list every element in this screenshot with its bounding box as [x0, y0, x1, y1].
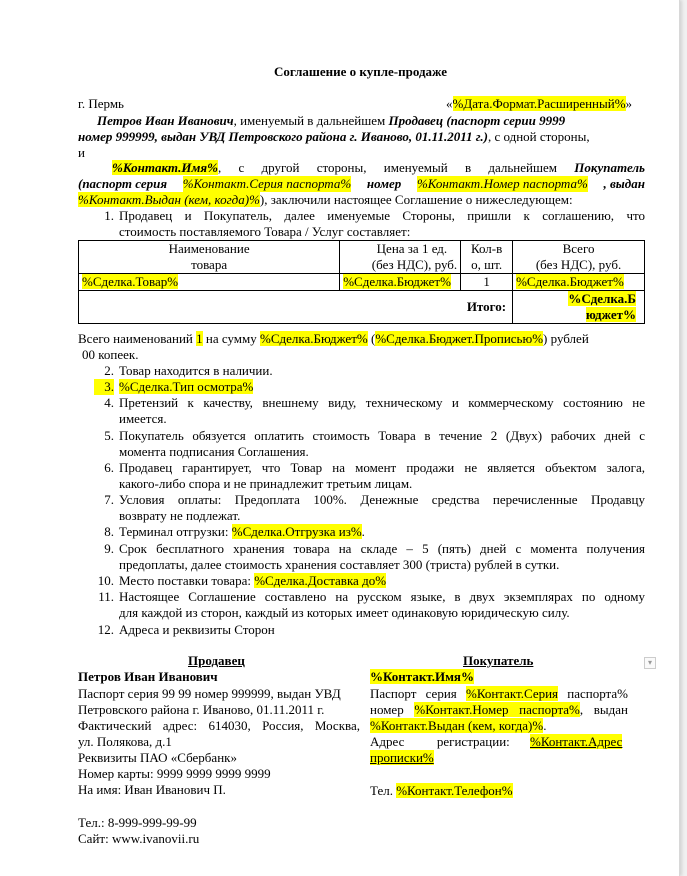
agreement-date: [446, 96, 632, 112]
buyer-issued-variable: %Контакт.Выдан (кем, когда)%: [78, 192, 260, 207]
header-name: Наименование товара: [79, 241, 340, 274]
buyer-line-2: номер %Контакт.Номер паспорта%, выдан: [370, 702, 628, 717]
item-10-text: Место поставки товара: %Сделка.Доставка до%: [119, 573, 387, 588]
summary-text-4: ) рублей: [543, 331, 589, 346]
seller-line-1: Паспорт серия 99 99 номер 999999, выдан УВД: [78, 686, 341, 701]
item-8-text: Терминал отгрузки: %Сделка.Отгрузка из%.: [119, 524, 365, 539]
city: г. Пермь: [78, 96, 124, 111]
item-10-number: 10.: [97, 573, 114, 588]
buyer-address-variable-1: %Контакт.Адрес: [530, 734, 623, 749]
cell-product: %Сделка.Товар%: [79, 274, 340, 291]
seller-heading: Продавец: [188, 653, 245, 668]
seller-line-4: ул. Полякова, д.1: [78, 734, 172, 749]
seller-line-7: На имя: Иван Иванович П.: [78, 782, 226, 797]
intro-text-3: , с другой стороны, именуемый в дальнейшем: [217, 160, 575, 175]
item-4-line-1: Претензий к качеству, внешнему виду, техническому и коммерческому состоянию не: [119, 395, 645, 410]
seller-phone: Тел.: 8-999-999-99-99: [78, 815, 197, 830]
buyer-issued-prefix: , выдан: [603, 176, 645, 191]
summary-count: 1: [196, 331, 203, 346]
summary-sum-variable: %Сделка.Бюджет%: [259, 331, 368, 346]
header-total: Всего (без НДС), руб.: [513, 241, 645, 274]
intro-text-4: ), заключили настоящее Соглашение о нижеследующем:: [259, 192, 573, 207]
total-value-cell: %Сделка.Б юджет%: [513, 291, 645, 324]
item-11-line-1: Настоящее Соглашение составлено на русском языке, в двух экземплярах по одному: [119, 589, 645, 604]
intro-text-1: , именуемый в дальнейшем: [233, 113, 389, 128]
summary-text-2: на сумму: [202, 331, 260, 346]
seller-name: Петров Иван Иванович: [97, 113, 234, 128]
cell-price: %Сделка.Бюджет%: [340, 274, 461, 291]
buyer-name-line: [370, 669, 474, 685]
goods-table: [78, 240, 645, 324]
item-12-text: Адреса и реквизиты Сторон: [119, 622, 275, 637]
item-6-line-2: какого-либо спора и не принадлежит третьим лицам.: [119, 476, 413, 491]
item-6-number: 6.: [104, 460, 114, 475]
scroll-down-icon[interactable]: ▾: [644, 657, 656, 669]
item-4-line-2: имеется.: [119, 411, 167, 426]
seller-passport-2: номер 999999, выдан УВД Петровского района г. Иваново, 01.11.2011 г.): [78, 129, 488, 144]
item-2-text: Товар находится в наличии.: [119, 363, 273, 378]
intro-line-6: [78, 192, 573, 208]
date-close-quote: »: [625, 96, 633, 111]
seller-site: Сайт: www.ivanovii.ru: [78, 831, 200, 846]
seller-requisites-name: Петров Иван Иванович: [78, 669, 218, 684]
date-variable: %Дата.Формат.Расширенный%: [452, 96, 626, 111]
seller-line-2: Петровского района г. Иваново, 01.11.2011 г.: [78, 702, 325, 717]
intro-line-4: [112, 160, 645, 176]
cell-total: %Сделка.Бюджет%: [513, 274, 645, 291]
item-11-number: 11.: [98, 589, 114, 604]
seller-passport-1: (паспорт серии 9999: [443, 113, 566, 128]
intro-line-5: [78, 176, 645, 192]
buyer-address-label: Адрес регистрации:: [370, 734, 510, 749]
item-12-number: 12.: [97, 622, 114, 637]
summary-text-1: Всего наименований: [78, 331, 197, 346]
buyer-passport-prefix: (паспорт серия: [78, 176, 168, 191]
item-6-line-1: Продавец гарантирует, что Товар на момент продажи не является объектом залога,: [119, 460, 645, 475]
item-1-line-2: стоимость поставляемого Товара / Услуг составляет:: [119, 224, 411, 239]
table-row: [79, 274, 645, 291]
buyer-requisites-name: %Контакт.Имя%: [370, 669, 474, 684]
intro-line-1: [97, 113, 565, 129]
item-5-line-1: Покупатель обязуется оплатить стоимость Товара в течение 2 (Двух) рабочих дней с: [119, 428, 645, 443]
summary-words-variable: %Сделка.Бюджет.Прописью%: [375, 331, 544, 346]
buyer-address-variable-2: прописки%: [370, 750, 434, 765]
summary-line-2: 00 копеек.: [82, 347, 139, 362]
intro-text-2: , с одной стороны,: [487, 129, 590, 144]
buyer-phone: Тел. %Контакт.Телефон%: [370, 783, 513, 798]
item-7-number: 7.: [104, 492, 114, 507]
intro-line-2: [78, 129, 590, 145]
table-total-row: [79, 291, 645, 324]
seller-line-3: Фактический адрес: 614030, Россия, Москва,: [78, 718, 360, 733]
item-3-number: 3.: [94, 379, 114, 395]
buyer-series-variable: %Контакт.Серия паспорта%: [182, 176, 352, 191]
buyer-line-3: %Контакт.Выдан (кем, когда)%.: [370, 718, 547, 733]
buyer-line-1: Паспорт серия %Контакт.Серия паспорта%: [370, 686, 628, 701]
item-1-line-1: Продавец и Покупатель, далее именуемые Стороны, пришли к соглашению, что: [119, 208, 645, 223]
seller-role: Продавец: [388, 113, 444, 128]
item-9-number: 9.: [104, 541, 114, 556]
item-1-number: 1.: [104, 208, 114, 223]
item-4-number: 4.: [104, 395, 114, 410]
item-2-number: 2.: [104, 363, 114, 378]
item-9-line-1: Срок бесплатного хранения товара на складе – 5 (пять) дней с момента получения: [119, 541, 645, 556]
header-qty: Кол-в о, шт.: [461, 241, 513, 274]
item-5-line-2: момента подписания Соглашения.: [119, 444, 309, 459]
seller-line-6: Номер карты: 9999 9999 9999 9999: [78, 766, 271, 781]
intro-and: и: [78, 145, 85, 160]
summary-text-3: (: [367, 331, 376, 346]
buyer-role: Покупатель: [574, 160, 645, 175]
item-5-number: 5.: [104, 428, 114, 443]
summary-line-1: [78, 331, 589, 347]
item-7-line-2: возврату не подлежат.: [119, 508, 241, 523]
date-open-quote: «: [446, 96, 453, 111]
buyer-name-variable: %Контакт.Имя%: [112, 160, 218, 175]
total-label-cell: Итого:: [79, 291, 513, 324]
buyer-number-variable: %Контакт.Номер паспорта%: [416, 176, 588, 191]
table-header-row: [79, 241, 645, 274]
buyer-number-prefix: номер: [366, 176, 402, 191]
seller-line-5: Реквизиты ПАО «Сбербанк»: [78, 750, 237, 765]
cell-qty: 1: [461, 274, 513, 291]
item-7-line-1: Условия оплаты: Предоплата 100%. Денежные средства перечисленные Продавцу: [119, 492, 645, 507]
item-8-number: 8.: [104, 524, 114, 539]
item-3-text: %Сделка.Тип осмотра%: [119, 379, 254, 394]
item-11-line-2: для каждой из сторон, каждый из которых имеет одинаковую юридическую силу.: [119, 605, 570, 620]
document-title: Соглашение о купле-продаже: [274, 64, 448, 79]
item-9-line-2: предоплаты, далее стоимость хранения составляет 300 (триста) рублей в сутки.: [119, 557, 560, 572]
header-price: Цена за 1 ед. (без НДС), руб.: [340, 241, 461, 274]
buyer-heading: Покупатель: [463, 653, 534, 668]
